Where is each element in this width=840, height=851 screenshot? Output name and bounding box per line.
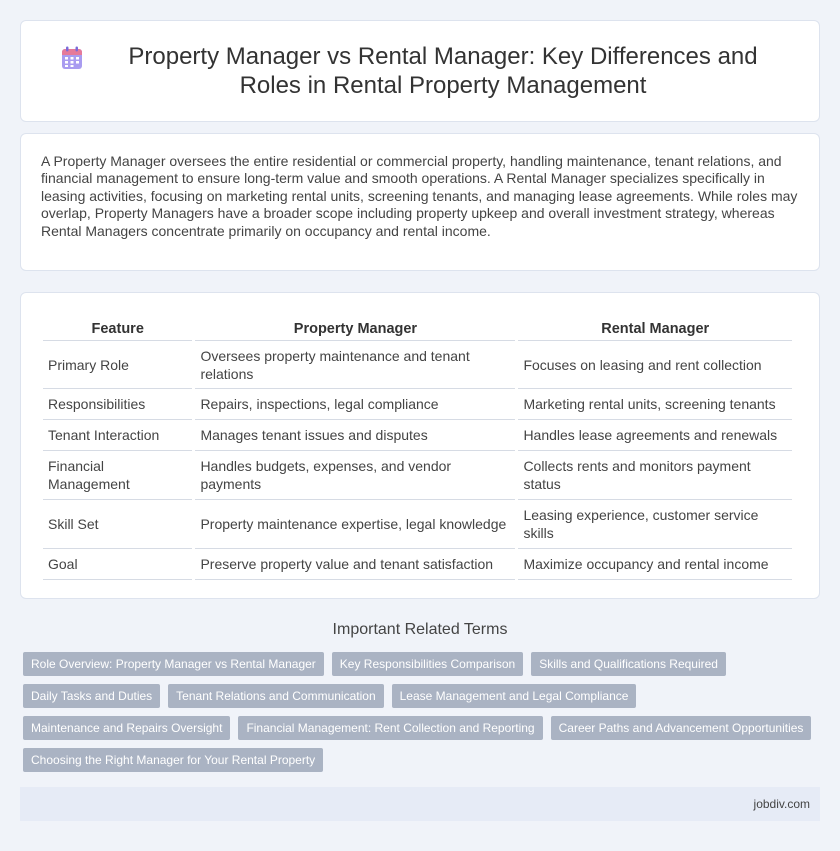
feature-cell: Skill Set	[43, 500, 192, 549]
comparison-table	[40, 313, 795, 580]
property-manager-cell: Oversees property maintenance and tenant relations	[195, 341, 515, 389]
related-term-tag[interactable]: Lease Management and Legal Compliance	[392, 684, 637, 708]
header-feature: Feature	[43, 313, 192, 341]
property-manager-cell: Property maintenance expertise, legal knowledge	[195, 500, 515, 549]
table-row	[43, 341, 792, 389]
table-row	[43, 389, 792, 420]
property-manager-cell: Handles budgets, expenses, and vendor payments	[195, 451, 515, 500]
related-term-tag[interactable]: Financial Management: Rent Collection and Reporting	[238, 716, 542, 740]
footer	[20, 787, 820, 821]
related-term-tag[interactable]: Key Responsibilities Comparison	[332, 652, 523, 676]
rental-manager-cell: Focuses on leasing and rent collection	[518, 341, 792, 389]
feature-cell: Tenant Interaction	[43, 420, 192, 451]
property-manager-cell: Repairs, inspections, legal compliance	[195, 389, 515, 420]
rental-manager-cell: Marketing rental units, screening tenants	[518, 389, 792, 420]
related-terms-title: Important Related Terms	[332, 621, 508, 638]
related-term-tag[interactable]: Daily Tasks and Duties	[23, 684, 160, 708]
table-row	[43, 451, 792, 500]
table-row	[43, 549, 792, 580]
rental-manager-cell: Leasing experience, customer service skills	[518, 500, 792, 549]
property-manager-cell: Preserve property value and tenant satisfaction	[195, 549, 515, 580]
calendar-icon	[61, 46, 83, 70]
table-header-row	[43, 313, 792, 341]
intro-card	[20, 133, 820, 271]
feature-cell: Responsibilities	[43, 389, 192, 420]
feature-cell: Primary Role	[43, 341, 192, 389]
feature-cell: Financial Management	[43, 451, 192, 500]
rental-manager-cell: Collects rents and monitors payment status	[518, 451, 792, 500]
related-terms-list	[23, 652, 823, 772]
related-term-tag[interactable]: Tenant Relations and Communication	[168, 684, 383, 708]
table-row	[43, 420, 792, 451]
related-term-tag[interactable]: Choosing the Right Manager for Your Rental Property	[23, 748, 323, 772]
related-term-tag[interactable]: Skills and Qualifications Required	[531, 652, 726, 676]
rental-manager-cell: Maximize occupancy and rental income	[518, 549, 792, 580]
footer-site-link[interactable]: jobdiv.com	[753, 797, 810, 811]
header-property-manager: Property Manager	[195, 313, 515, 341]
related-term-tag[interactable]: Maintenance and Repairs Oversight	[23, 716, 230, 740]
page-title: Property Manager vs Rental Manager: Key Differences and Roles in Rental Property Management	[128, 43, 758, 99]
rental-manager-cell: Handles lease agreements and renewals	[518, 420, 792, 451]
header-rental-manager: Rental Manager	[518, 313, 792, 341]
table-row	[43, 500, 792, 549]
related-term-tag[interactable]: Role Overview: Property Manager vs Rental Manager	[23, 652, 324, 676]
intro-text: A Property Manager oversees the entire residential or commercial property, handling maintenance, tenant relations, and financial management to ensure long-term value and smooth operations. A Rental Manager specializes specifically in leasing activities, focusing on marketing rental units, screening tenants, and managing lease agreements. While roles may overlap, Property Managers have a broader scope including property upkeep and overall investment strategy, whereas Rental Managers concentrate primarily on occupancy and rental income.	[41, 153, 798, 239]
comparison-card	[20, 292, 820, 599]
header-card	[20, 20, 820, 122]
property-manager-cell: Manages tenant issues and disputes	[195, 420, 515, 451]
feature-cell: Goal	[43, 549, 192, 580]
related-term-tag[interactable]: Career Paths and Advancement Opportunities	[551, 716, 812, 740]
